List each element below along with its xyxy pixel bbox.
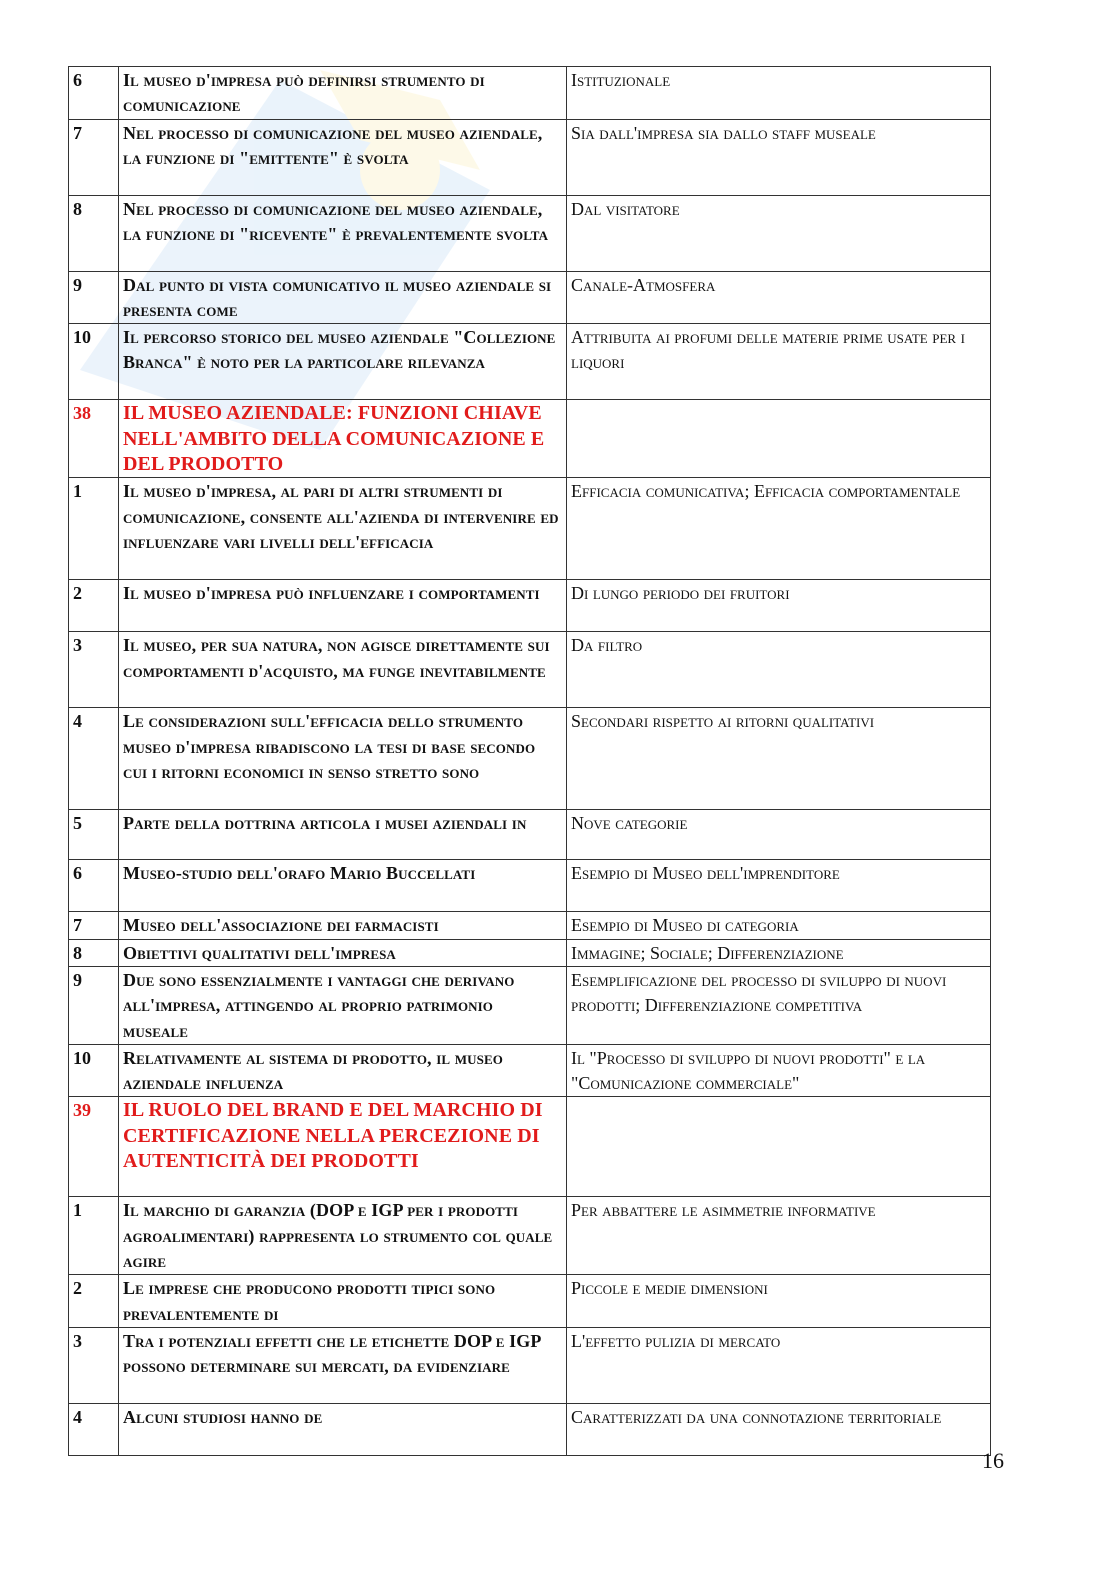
table-row: [69, 1403, 991, 1455]
section-title: IL MUSEO AZIENDALE: FUNZIONI CHIAVE NELL'AMBITO DELLA COMUNICAZIONE E DEL PRODOTTO: [119, 400, 567, 478]
question-cell: Nel processo di comunicazione del museo aziendale, la funzione di "emittente" è svolta: [119, 119, 567, 195]
table-row: [69, 478, 991, 580]
answer-cell: Nove categorie: [567, 810, 991, 860]
row-number: 5: [69, 810, 119, 860]
answer-cell: Immagine; Sociale; Differenziazione: [567, 939, 991, 966]
answer-cell: Dal visitatore: [567, 195, 991, 271]
row-number: 7: [69, 119, 119, 195]
qa-table: [68, 66, 991, 1456]
question-cell: Le considerazioni sull'efficacia dello strumento museo d'impresa ribadiscono la tesi di base secondo cui i ritorni economici in senso stretto sono: [119, 708, 567, 810]
row-number: 6: [69, 860, 119, 912]
answer-cell: [567, 1097, 991, 1197]
row-number: 2: [69, 580, 119, 632]
table-row: [69, 67, 991, 120]
table-row: [69, 939, 991, 966]
question-cell: Il museo d'impresa, al pari di altri strumenti di comunicazione, consente all'azienda di intervenire ed influenzare vari livelli dell'efficacia: [119, 478, 567, 580]
row-number: 3: [69, 632, 119, 708]
table-row: [69, 632, 991, 708]
qa-table-body: [69, 67, 991, 1456]
row-number: 39: [69, 1097, 119, 1197]
row-number: 6: [69, 67, 119, 120]
table-row: [69, 119, 991, 195]
section-header-row: [69, 400, 991, 478]
row-number: 9: [69, 967, 119, 1045]
answer-cell: Attribuita ai profumi delle materie prime usate per i liquori: [567, 324, 991, 400]
row-number: 10: [69, 1044, 119, 1097]
table-row: [69, 324, 991, 400]
row-number: 9: [69, 271, 119, 324]
row-number: 10: [69, 324, 119, 400]
answer-cell: Di lungo periodo dei fruitori: [567, 580, 991, 632]
answer-cell: Da filtro: [567, 632, 991, 708]
question-cell: Dal punto di vista comunicativo il museo aziendale si presenta come: [119, 271, 567, 324]
question-cell: Le imprese che producono prodotti tipici sono prevalentemente di: [119, 1275, 567, 1328]
row-number: 8: [69, 939, 119, 966]
question-cell: Il percorso storico del museo aziendale "Collezione Branca" è noto per la particolare rilevanza: [119, 324, 567, 400]
answer-cell: Piccole e medie dimensioni: [567, 1275, 991, 1328]
row-number: 1: [69, 478, 119, 580]
row-number: 2: [69, 1275, 119, 1328]
table-row: [69, 1044, 991, 1097]
answer-cell: [567, 400, 991, 478]
question-cell: Due sono essenzialmente i vantaggi che derivano all'impresa, attingendo al proprio patrimonio museale: [119, 967, 567, 1045]
answer-cell: Canale-Atmosfera: [567, 271, 991, 324]
page-number: 16: [982, 1448, 1004, 1473]
question-cell: Relativamente al sistema di prodotto, il museo aziendale influenza: [119, 1044, 567, 1097]
table-row: [69, 810, 991, 860]
section-header-row: [69, 1097, 991, 1197]
table-row: [69, 967, 991, 1045]
answer-cell: Sia dall'impresa sia dallo staff museale: [567, 119, 991, 195]
answer-cell: Esempio di Museo dell'imprenditore: [567, 860, 991, 912]
answer-cell: Efficacia comunicativa; Efficacia comportamentale: [567, 478, 991, 580]
question-cell: Nel processo di comunicazione del museo aziendale, la funzione di "ricevente" è prevalentemente svolta: [119, 195, 567, 271]
table-row: [69, 1275, 991, 1328]
section-title: IL RUOLO DEL BRAND E DEL MARCHIO DI CERTIFICAZIONE NELLA PERCEZIONE DI AUTENTICITÀ DEI PRODOTTI: [119, 1097, 567, 1197]
question-cell: Il museo d'impresa può influenzare i comportamenti: [119, 580, 567, 632]
answer-cell: Caratterizzati da una connotazione territoriale: [567, 1403, 991, 1455]
question-cell: Il museo, per sua natura, non agisce direttamente sui comportamenti d'acquisto, ma funge inevitabilmente: [119, 632, 567, 708]
question-cell: Alcuni studiosi hanno de: [119, 1403, 567, 1455]
question-cell: Museo-studio dell'orafo Mario Buccellati: [119, 860, 567, 912]
row-number: 3: [69, 1327, 119, 1403]
table-row: [69, 1197, 991, 1275]
question-cell: Museo dell'associazione dei farmacisti: [119, 912, 567, 939]
question-cell: Il marchio di garanzia (DOP e IGP per i prodotti agroalimentari) rappresenta lo strumento col quale agire: [119, 1197, 567, 1275]
row-number: 8: [69, 195, 119, 271]
table-row: [69, 580, 991, 632]
table-row: [69, 912, 991, 939]
answer-cell: Esempio di Museo di categoria: [567, 912, 991, 939]
row-number: 4: [69, 1403, 119, 1455]
question-cell: Obiettivi qualitativi dell'impresa: [119, 939, 567, 966]
row-number: 1: [69, 1197, 119, 1275]
table-row: [69, 195, 991, 271]
answer-cell: Istituzionale: [567, 67, 991, 120]
table-row: [69, 271, 991, 324]
answer-cell: Per abbattere le asimmetrie informative: [567, 1197, 991, 1275]
answer-cell: Il "Processo di sviluppo di nuovi prodotti" e la "Comunicazione commerciale": [567, 1044, 991, 1097]
question-cell: Tra i potenziali effetti che le etichette DOP e IGP possono determinare sui mercati, da evidenziare: [119, 1327, 567, 1403]
answer-cell: Secondari rispetto ai ritorni qualitativi: [567, 708, 991, 810]
row-number: 7: [69, 912, 119, 939]
answer-cell: L'effetto pulizia di mercato: [567, 1327, 991, 1403]
row-number: 4: [69, 708, 119, 810]
answer-cell: Esemplificazione del processo di sviluppo di nuovi prodotti; Differenziazione competitiva: [567, 967, 991, 1045]
table-row: [69, 860, 991, 912]
question-cell: Il museo d'impresa può definirsi strumento di comunicazione: [119, 67, 567, 120]
table-row: [69, 708, 991, 810]
question-cell: Parte della dottrina articola i musei aziendali in: [119, 810, 567, 860]
table-row: [69, 1327, 991, 1403]
row-number: 38: [69, 400, 119, 478]
